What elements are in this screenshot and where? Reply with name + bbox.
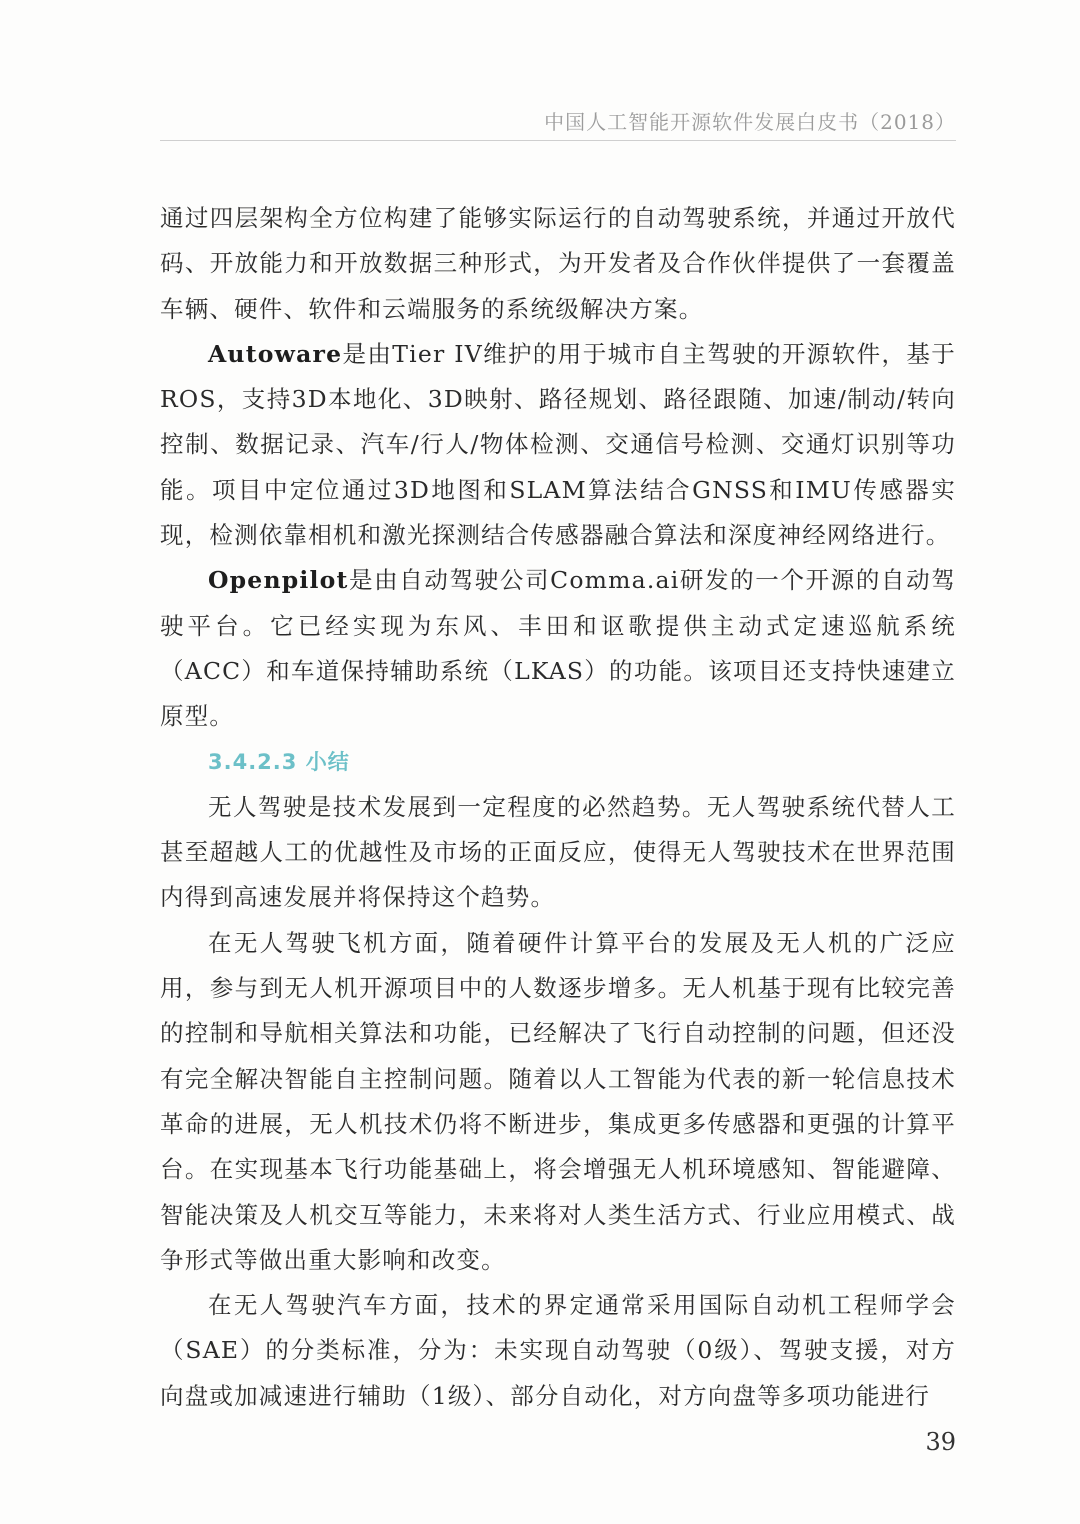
- paragraph-autoware: [160, 332, 956, 558]
- body-text: [160, 196, 956, 1419]
- header-rule: [160, 140, 956, 141]
- paragraph-lead: Openpilot: [208, 566, 349, 595]
- paragraph-lead: Autoware: [208, 339, 343, 368]
- page-number: 39: [925, 1428, 956, 1456]
- paragraph-text: 是由Tier IV维护的用于城市自主驾驶的开源软件，基于ROS，支持3D本地化、3D映射、路径规划、路径跟随、加速/制动/转向控制、数据记录、汽车/行人/物体检测、交通信号检测、交通灯识别等功能。项目中定位通过3D地图和SLAM算法结合GNSS和IMU传感器实现，检测依靠相机和激光探测结合传感器融合算法和深度神经网络进行。: [160, 339, 956, 550]
- paragraph-openpilot: [160, 558, 956, 739]
- section-heading: 3.4.2.3 小结: [208, 749, 350, 774]
- paragraph-text: 通过四层架构全方位构建了能够实际运行的自动驾驶系统，并通过开放代码、开放能力和开放数据三种形式，为开发者及合作伙伴提供了一套覆盖车辆、硬件、软件和云端服务的系统级解决方案。: [160, 204, 956, 323]
- paragraph-continuation: [160, 196, 956, 332]
- running-header: 中国人工智能开源软件发展白皮书（2018）: [544, 110, 956, 134]
- paragraph-summary-2: 在无人驾驶飞机方面，随着硬件计算平台的发展及无人机的广泛应用，参与到无人机开源项目中的人数逐步增多。无人机基于现有比较完善的控制和导航相关算法和功能，已经解决了飞行自动控制的问题，但还没有完全解决智能自主控制问题。随着以人工智能为代表的新一轮信息技术革命的进展，无人机技术仍将不断进步，集成更多传感器和更强的计算平台。在实现基本飞行功能基础上，将会增强无人机环境感知、智能避障、智能决策及人机交互等能力，未来将对人类生活方式、行业应用模式、战争形式等做出重大影响和改变。: [160, 928, 956, 1274]
- paragraph-summary-3: 在无人驾驶汽车方面，技术的界定通常采用国际自动机工程师学会（SAE）的分类标准，分为：未实现自动驾驶（0级）、驾驶支援，对方向盘或加减速进行辅助（1级）、部分自动化，对方向盘等多项功能进行: [160, 1291, 956, 1410]
- paragraph-text: 是由自动驾驶公司Comma.ai研发的一个开源的自动驾驶平台。它已经实现为东风、丰田和讴歌提供主动式定速巡航系统（ACC）和车道保持辅助系统（LKAS）的功能。该项目还支持快速建立原型。: [160, 566, 956, 731]
- paragraph-summary-1: 无人驾驶是技术发展到一定程度的必然趋势。无人驾驶系统代替人工甚至超越人工的优越性及市场的正面反应，使得无人驾驶技术在世界范围内得到高速发展并将保持这个趋势。: [160, 792, 956, 912]
